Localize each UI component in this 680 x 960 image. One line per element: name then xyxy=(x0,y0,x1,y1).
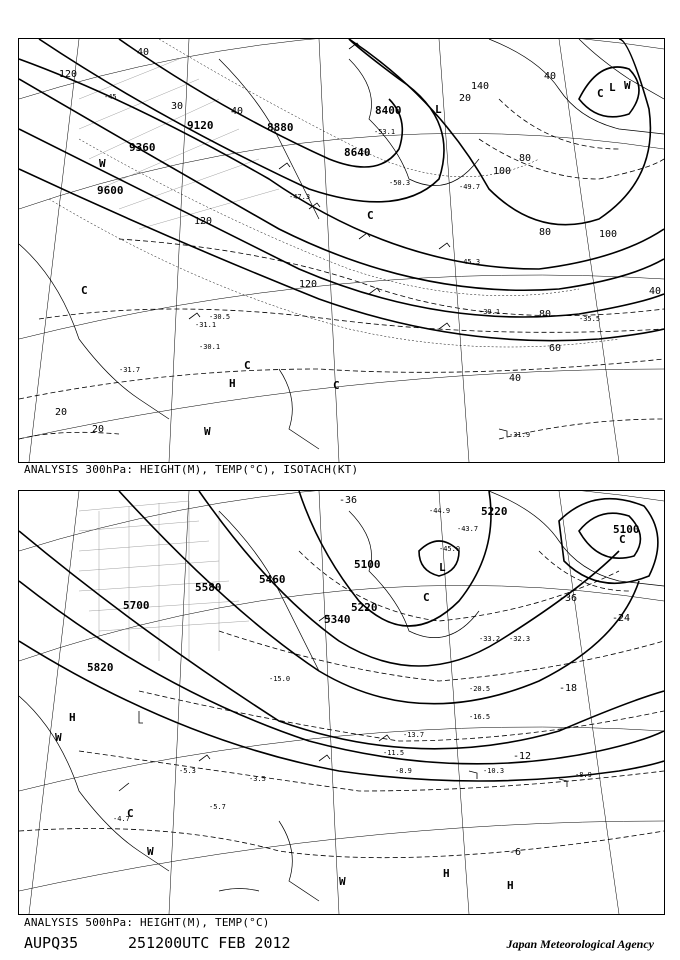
height-label: 5820 xyxy=(87,661,114,674)
height-label: 5580 xyxy=(195,581,222,594)
isotach-label: 30 xyxy=(171,101,184,112)
pressure-mark: L xyxy=(609,81,616,94)
height-label: 5460 xyxy=(259,573,286,586)
pressure-mark: H xyxy=(229,377,236,390)
temp-contour-label: -24 xyxy=(612,613,631,624)
isotach-label: 80 xyxy=(539,309,552,320)
temp-label: -32.3 xyxy=(509,635,531,643)
isotach-label: 80 xyxy=(539,227,552,238)
valid-time: 251200UTC FEB 2012 xyxy=(128,934,291,952)
pressure-mark: H xyxy=(507,879,514,892)
pressure-mark: H xyxy=(443,867,450,880)
pressure-mark: W xyxy=(339,875,346,888)
temp-label: -45 xyxy=(104,93,117,101)
temp-contour-label: -12 xyxy=(513,751,532,762)
temp-label: -11.5 xyxy=(383,749,405,757)
isotach-label: 40 xyxy=(231,106,244,117)
height-label: 8640 xyxy=(344,146,371,159)
pressure-mark: H xyxy=(69,711,76,724)
temp-label: -53.1 xyxy=(374,128,396,136)
temp-label: -13.7 xyxy=(403,731,425,739)
height-label: 8400 xyxy=(375,104,402,117)
footer xyxy=(24,934,654,956)
isotach-label: 40 xyxy=(544,71,557,82)
height-label: 8880 xyxy=(267,121,294,134)
chart-id: AUPQ35 xyxy=(24,934,79,952)
pressure-mark: C xyxy=(367,209,374,222)
isotach-label: 100 xyxy=(493,166,512,177)
temp-label: -49.7 xyxy=(459,183,481,191)
height-label: 9360 xyxy=(129,141,156,154)
pressure-mark: C xyxy=(423,591,430,604)
temp-label: -31.7 xyxy=(119,366,141,374)
pressure-mark: C xyxy=(333,379,340,392)
isotach-label: 40 xyxy=(509,373,522,384)
isotach-label: 60 xyxy=(549,343,562,354)
height-label: 5220 xyxy=(351,601,378,614)
isotach-label: 20 xyxy=(92,424,105,435)
isotach-label: 80 xyxy=(519,153,532,164)
temp-label: -44.9 xyxy=(429,507,451,515)
temp-label: -39.1 xyxy=(479,308,501,316)
temp-label: -45.3 xyxy=(459,258,481,266)
isotach-label: 120 xyxy=(299,279,318,290)
temp-label: -43.7 xyxy=(457,525,479,533)
coastlines xyxy=(19,491,664,901)
isotach-label: 40 xyxy=(649,286,662,297)
map-500hpa xyxy=(18,490,665,915)
isotach-label: 120 xyxy=(59,69,78,80)
pressure-mark: C xyxy=(597,87,604,100)
graticule xyxy=(19,39,664,462)
temp-label: -8.9 xyxy=(575,771,592,779)
temp-label: -20.5 xyxy=(469,685,491,693)
temp-label: -10.3 xyxy=(483,767,505,775)
pressure-mark: W xyxy=(55,731,62,744)
temp-label: -5.7 xyxy=(209,803,226,811)
temp-label: -33.2 xyxy=(479,635,501,643)
temp-label: -50.3 xyxy=(389,179,411,187)
pressure-mark: L xyxy=(435,103,442,116)
pressure-mark: C xyxy=(127,807,134,820)
pressure-mark: C xyxy=(619,533,626,546)
agency-name: Japan Meteorological Agency xyxy=(506,937,654,951)
temp-label: -16.5 xyxy=(469,713,491,721)
temp-label: -45.0 xyxy=(439,545,461,553)
height-label: 5340 xyxy=(324,613,351,626)
temp-label: -8.9 xyxy=(395,767,412,775)
isotach-contours xyxy=(19,99,664,439)
height-contours xyxy=(19,491,664,781)
isotach-label: 120 xyxy=(194,216,213,227)
map-500hpa-svg xyxy=(19,491,664,914)
temp-label-group xyxy=(113,507,592,823)
pressure-mark: W xyxy=(624,79,631,92)
temp-contour-label: -18 xyxy=(559,683,578,694)
height-label: 9120 xyxy=(187,119,214,132)
map-300hpa-svg xyxy=(19,39,664,462)
height-label: 5700 xyxy=(123,599,150,612)
temp-label: -31.9 xyxy=(509,431,531,439)
pressure-mark: W xyxy=(204,425,211,438)
isotach-label: 20 xyxy=(55,407,68,418)
isotach-label: 20 xyxy=(459,93,472,104)
pressure-mark: L xyxy=(439,561,446,574)
map-300hpa xyxy=(18,38,665,463)
temp-contour-label: -36 xyxy=(339,495,358,506)
isotach-label: 140 xyxy=(471,81,490,92)
height-label: 9600 xyxy=(97,184,124,197)
temp-label: -4.7 xyxy=(113,815,130,823)
height-label: 5220 xyxy=(481,505,508,518)
jet-hatch xyxy=(79,59,279,229)
temp-label: -3.5 xyxy=(249,775,266,783)
temp-label: -30.5 xyxy=(209,313,231,321)
temp-contour-label-group xyxy=(339,495,630,858)
temp-label: -15.0 xyxy=(269,675,291,683)
height-label: 5100 xyxy=(613,523,640,536)
graticule xyxy=(19,491,664,914)
pressure-mark-group xyxy=(81,79,631,438)
temp-label: -47.3 xyxy=(289,193,311,201)
caption-500hpa: ANALYSIS 500hPa: HEIGHT(M), TEMP(°C) xyxy=(24,916,270,929)
isotach-label: 100 xyxy=(599,229,618,240)
height-label: 5100 xyxy=(354,558,381,571)
pressure-mark: W xyxy=(147,845,154,858)
pressure-mark: C xyxy=(81,284,88,297)
isotach-label: 40 xyxy=(137,47,150,58)
temp-label: -35.5 xyxy=(579,315,601,323)
temp-contour-label: -6 xyxy=(509,847,522,858)
temp-contours xyxy=(49,39,619,347)
temp-label: -30.1 xyxy=(199,343,221,351)
temp-contour-label: -36 xyxy=(559,593,578,604)
temp-label: -5.3 xyxy=(179,767,196,775)
pressure-mark: C xyxy=(244,359,251,372)
pressure-mark: W xyxy=(99,157,106,170)
height-label-group xyxy=(87,505,640,674)
temp-label: -31.1 xyxy=(195,321,217,329)
caption-300hpa: ANALYSIS 300hPa: HEIGHT(M), TEMP(°C), ISOTACH(KT) xyxy=(24,463,359,476)
